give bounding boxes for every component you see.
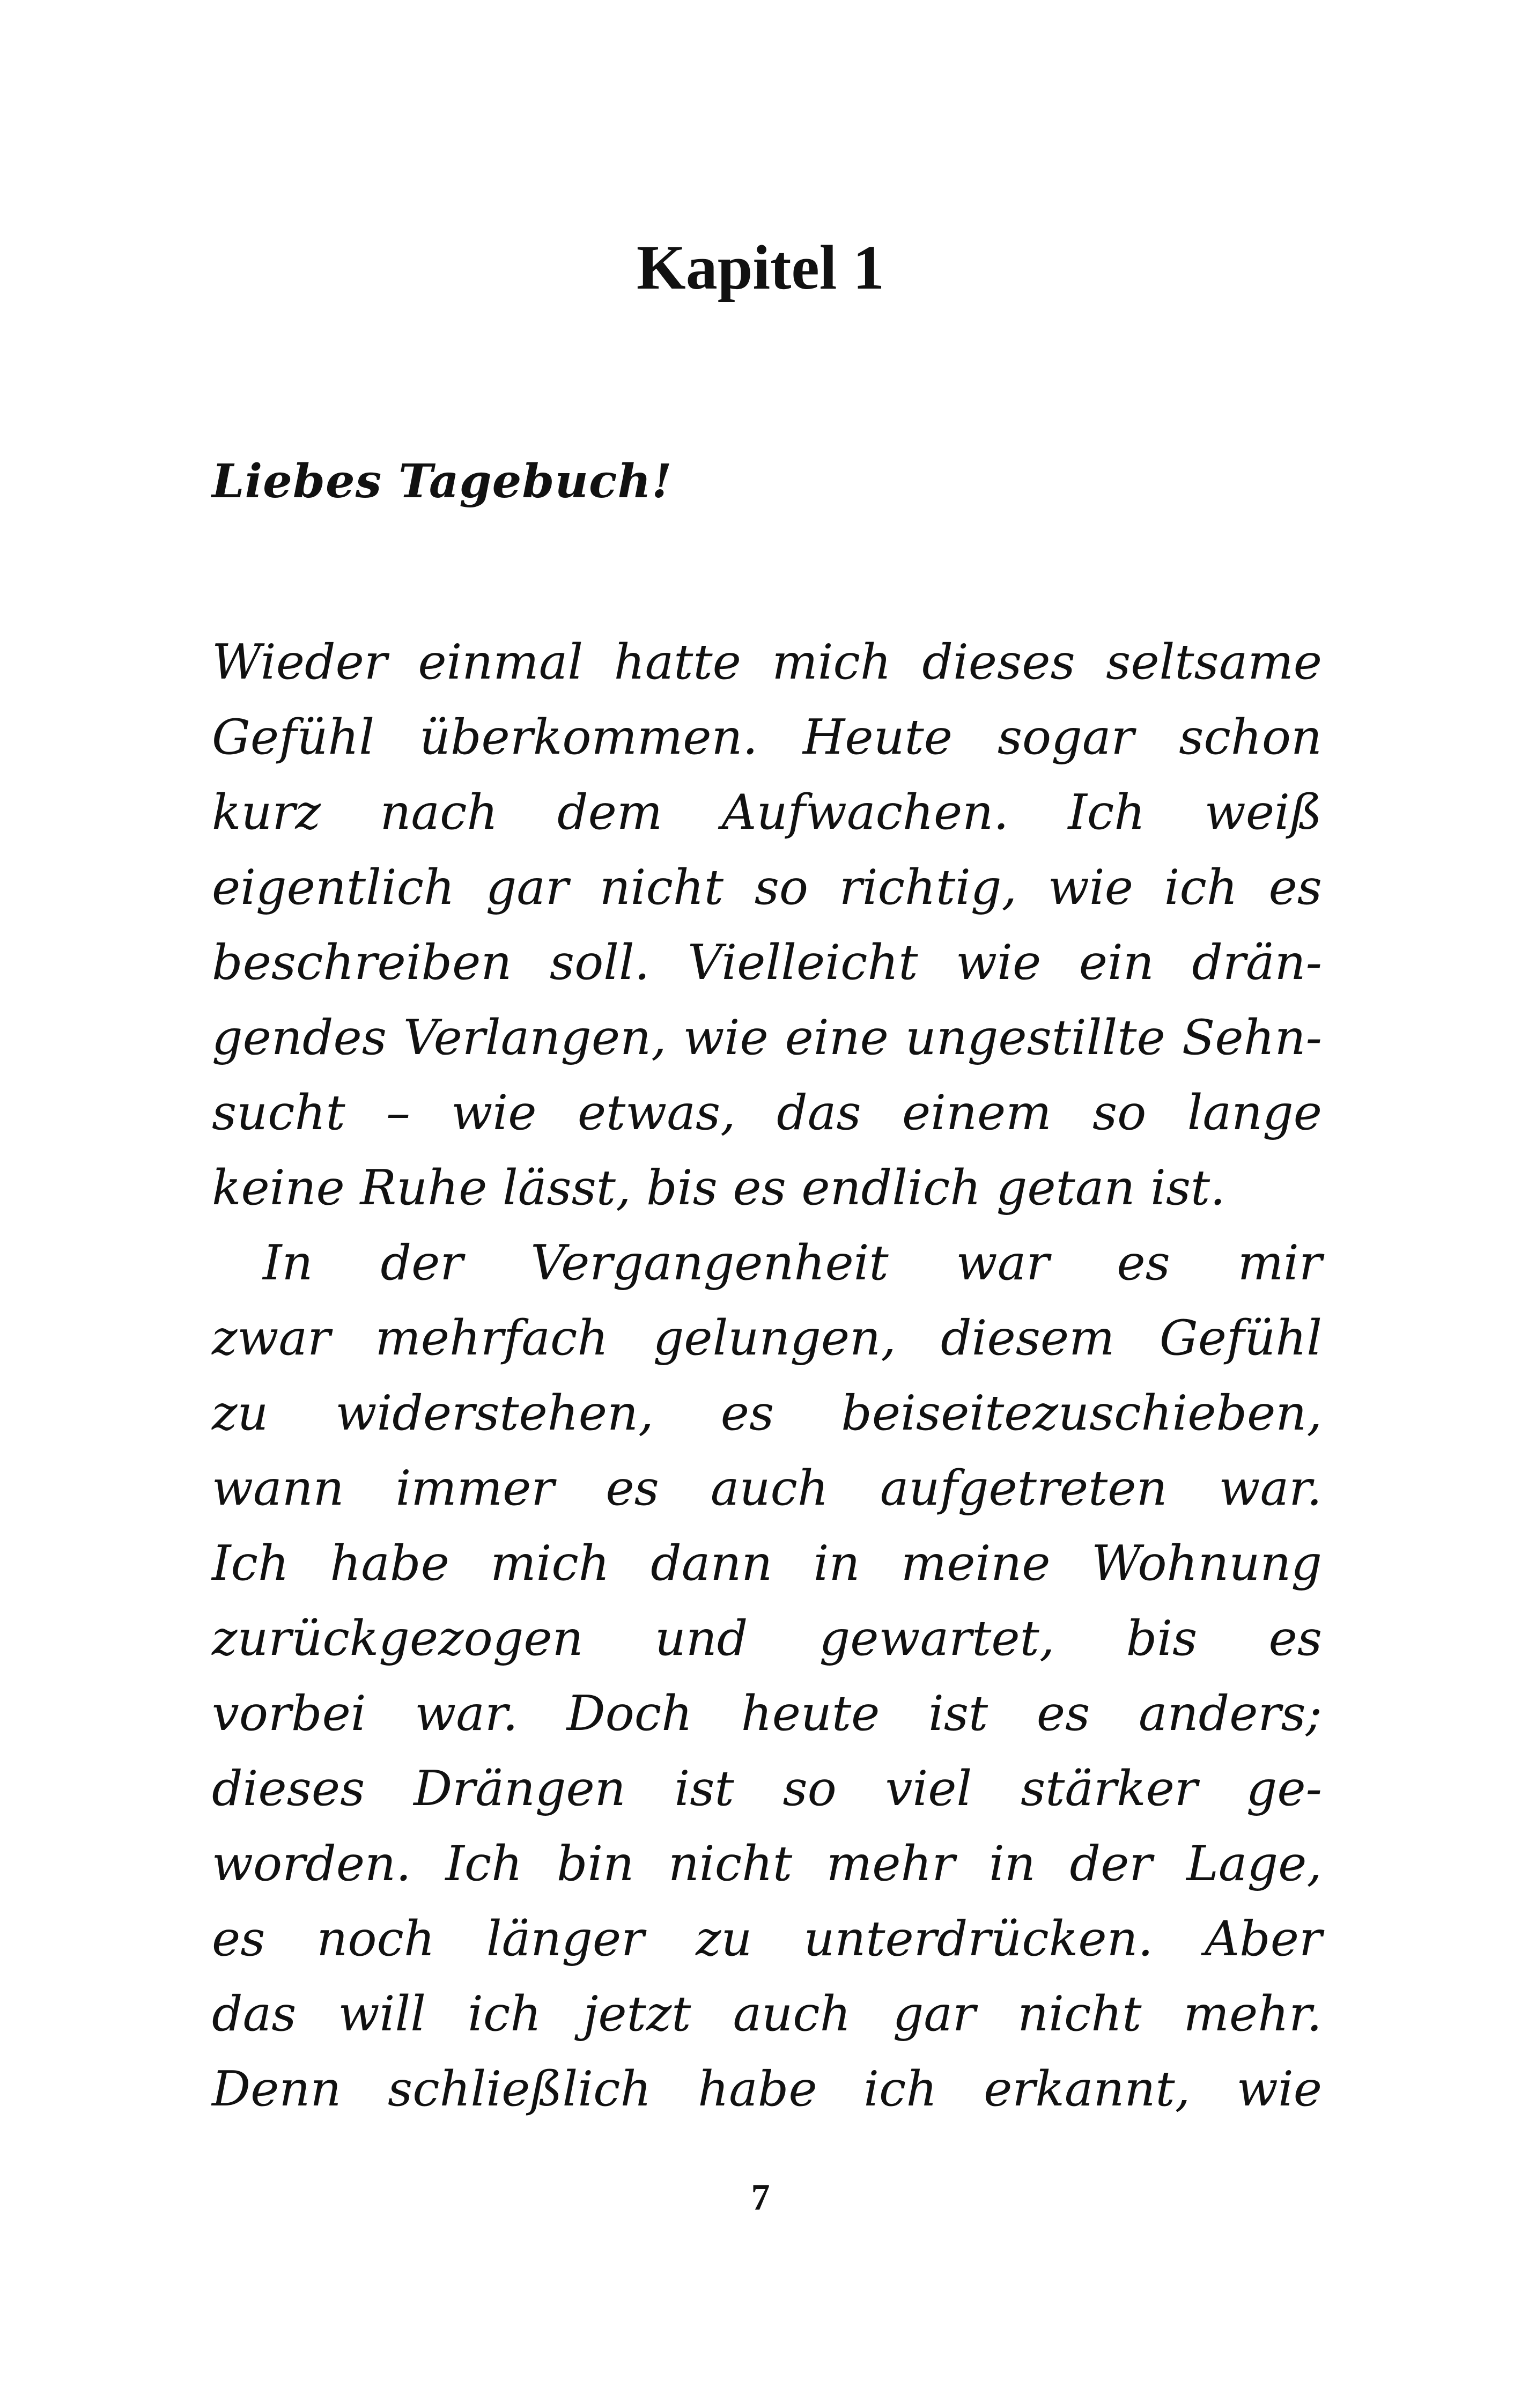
text-line: In der Vergangenheit war es mir [263,1235,1322,1291]
text-line: Wieder einmal hatte mich dieses seltsame [212,634,1322,690]
chapter-title: Kapitel 1 [636,232,885,303]
text-line: worden. Ich bin nicht mehr in der Lage, [212,1836,1322,1892]
text-line: dieses Drängen ist so viel stärker ge- [212,1761,1322,1817]
text-line: es noch länger zu unterdrücken. Aber [212,1911,1322,1967]
diary-body [212,625,1322,2127]
text-line: Denn schließlich habe ich erkannt, wie [212,2061,1322,2117]
text-line: Gefühl überkommen. Heute sogar schon [212,709,1322,765]
text-line: zu widerstehen, es beiseitezuschieben, [212,1385,1322,1441]
text-line: kurz nach dem Aufwachen. Ich weiß [212,784,1322,841]
text-line: Ich habe mich dann in meine Wohnung [212,1535,1322,1592]
text-line: zwar mehrfach gelungen, diesem Gefühl [212,1310,1322,1366]
page-number: 7 [751,2177,770,2218]
text-line: gendes Verlangen, wie eine ungestillte Sehn- [212,1010,1322,1066]
text-line: beschreiben soll. Vielleicht wie ein drän- [212,934,1322,991]
text-line: keine Ruhe lässt, bis es endlich getan ist. [212,1160,1225,1216]
text-line: zurückgezogen und gewartet, bis es [212,1610,1322,1667]
text-line: sucht – wie etwas, das einem so lange [212,1085,1322,1141]
text-line: das will ich jetzt auch gar nicht mehr. [212,1986,1322,2042]
text-line: vorbei war. Doch heute ist es anders; [212,1685,1322,1742]
diary-salutation: Liebes Tagebuch! [212,454,673,509]
text-line: wann immer es auch aufgetreten war. [212,1460,1322,1516]
text-line: eigentlich gar nicht so richtig, wie ich es [212,859,1322,916]
